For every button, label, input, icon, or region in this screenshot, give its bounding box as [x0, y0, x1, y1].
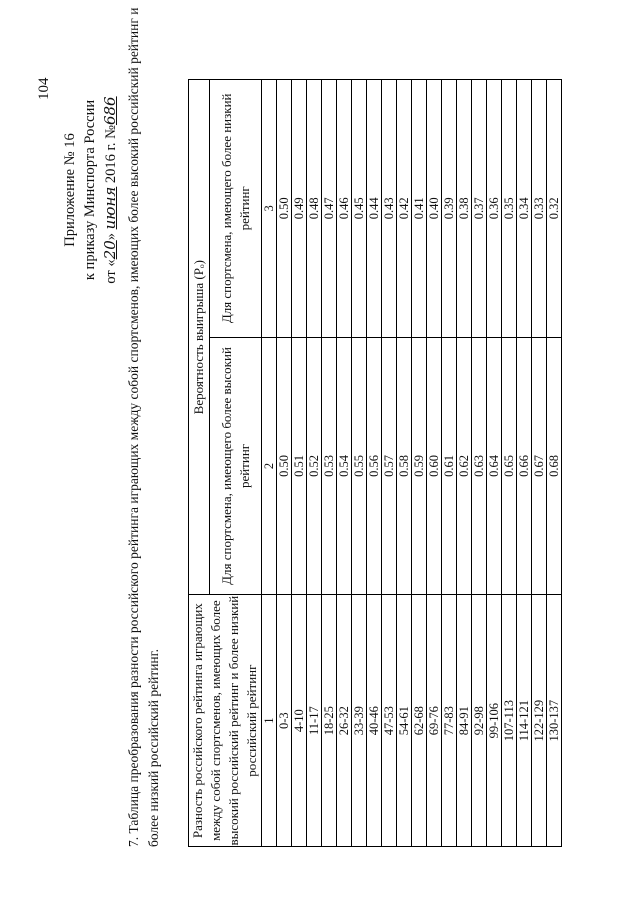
lower-rating-probability-cell: 0.45	[352, 80, 367, 338]
rating-difference-cell: 99-106	[487, 595, 502, 847]
annex-order-reference: к приказу Минспорта России	[82, 99, 98, 281]
annex-header	[60, 10, 121, 370]
rating-difference-cell: 77-83	[442, 595, 457, 847]
table-row	[547, 80, 562, 847]
lower-rating-probability-cell: 0.38	[457, 80, 472, 338]
higher-rating-probability-cell: 0.60	[427, 337, 442, 595]
lower-rating-probability-cell: 0.50	[277, 80, 292, 338]
higher-rating-probability-cell: 0.55	[352, 337, 367, 595]
rating-conversion-table	[188, 79, 562, 847]
lower-rating-probability-cell: 0.42	[397, 80, 412, 338]
header-lower-rating: Для спортсмена, имеющего более низкий рейтинг	[210, 80, 262, 338]
table-row	[457, 80, 472, 847]
annex-date-line	[100, 10, 121, 370]
date-year: 2016 г. №	[103, 125, 119, 184]
lower-rating-probability-cell: 0.35	[502, 80, 517, 338]
date-day-handwritten: 20	[101, 240, 119, 260]
rating-difference-cell: 69-76	[427, 595, 442, 847]
lower-rating-probability-cell: 0.46	[337, 80, 352, 338]
date-prefix: от «	[103, 259, 119, 284]
higher-rating-probability-cell: 0.57	[382, 337, 397, 595]
rating-difference-cell: 33-39	[352, 595, 367, 847]
lower-rating-probability-cell: 0.41	[412, 80, 427, 338]
table-row	[352, 80, 367, 847]
lower-rating-probability-cell: 0.43	[382, 80, 397, 338]
table-caption: 7. Таблица преобразования разности российского рейтинга играющих между собой спортсменов, имеющих более высокий российский рейтинг и более низкий российский рейтинг.	[126, 7, 161, 847]
table-row	[442, 80, 457, 847]
higher-rating-probability-cell: 0.52	[307, 337, 322, 595]
table-row	[412, 80, 427, 847]
higher-rating-probability-cell: 0.54	[337, 337, 352, 595]
rating-difference-cell: 122-129	[532, 595, 547, 847]
rating-difference-cell: 0-3	[277, 595, 292, 847]
rating-difference-cell: 62-68	[412, 595, 427, 847]
lower-rating-probability-cell: 0.37	[472, 80, 487, 338]
header-rating-difference: Разность российского рейтинга играющих между собой спортсменов, имеющих более высокий российский рейтинг и более низкий российский рейтинг	[189, 595, 262, 847]
rating-difference-cell: 26-32	[337, 595, 352, 847]
higher-rating-probability-cell: 0.65	[502, 337, 517, 595]
lower-rating-probability-cell: 0.34	[517, 80, 532, 338]
lower-rating-probability-cell: 0.40	[427, 80, 442, 338]
column-number-1: 1	[262, 595, 277, 847]
rating-difference-cell: 114-121	[517, 595, 532, 847]
header-win-probability: Вероятность выигрыша (Pₒ)	[189, 80, 210, 595]
table-row	[487, 80, 502, 847]
rating-difference-cell: 47-53	[382, 595, 397, 847]
higher-rating-probability-cell: 0.64	[487, 337, 502, 595]
page-number: 104	[36, 77, 52, 100]
higher-rating-probability-cell: 0.66	[517, 337, 532, 595]
higher-rating-probability-cell: 0.59	[412, 337, 427, 595]
higher-rating-probability-cell: 0.63	[472, 337, 487, 595]
rating-difference-cell: 130-137	[547, 595, 562, 847]
higher-rating-probability-cell: 0.56	[367, 337, 382, 595]
date-mid: »	[103, 233, 119, 241]
table-row	[382, 80, 397, 847]
annex-title: Приложение № 16	[62, 133, 78, 247]
lower-rating-probability-cell: 0.44	[367, 80, 382, 338]
rating-difference-cell: 4-10	[292, 595, 307, 847]
date-month-handwritten: июня	[101, 186, 119, 230]
column-number-2: 2	[262, 337, 277, 595]
order-number-handwritten: 686	[101, 96, 119, 126]
table-row	[532, 80, 547, 847]
table-row	[427, 80, 442, 847]
rating-difference-cell: 40-46	[367, 595, 382, 847]
higher-rating-probability-cell: 0.67	[532, 337, 547, 595]
lower-rating-probability-cell: 0.49	[292, 80, 307, 338]
table-body	[277, 80, 562, 847]
rating-difference-cell: 84-91	[457, 595, 472, 847]
higher-rating-probability-cell: 0.50	[277, 337, 292, 595]
table-row	[307, 80, 322, 847]
header-higher-rating: Для спортсмена, имеющего более высокий рейтинг	[210, 337, 262, 595]
table-row	[337, 80, 352, 847]
rating-difference-cell: 18-25	[322, 595, 337, 847]
table-row	[502, 80, 517, 847]
higher-rating-probability-cell: 0.53	[322, 337, 337, 595]
table-row	[277, 80, 292, 847]
table-row	[472, 80, 487, 847]
lower-rating-probability-cell: 0.33	[532, 80, 547, 338]
rating-difference-cell: 92-98	[472, 595, 487, 847]
rating-difference-cell: 54-61	[397, 595, 412, 847]
higher-rating-probability-cell: 0.51	[292, 337, 307, 595]
higher-rating-probability-cell: 0.61	[442, 337, 457, 595]
lower-rating-probability-cell: 0.32	[547, 80, 562, 338]
table-row	[292, 80, 307, 847]
column-number-3: 3	[262, 80, 277, 338]
higher-rating-probability-cell: 0.68	[547, 337, 562, 595]
rating-difference-cell: 107-113	[502, 595, 517, 847]
lower-rating-probability-cell: 0.39	[442, 80, 457, 338]
lower-rating-probability-cell: 0.36	[487, 80, 502, 338]
table-row	[517, 80, 532, 847]
higher-rating-probability-cell: 0.62	[457, 337, 472, 595]
table-row	[397, 80, 412, 847]
higher-rating-probability-cell: 0.58	[397, 337, 412, 595]
rating-difference-cell: 11-17	[307, 595, 322, 847]
table-row	[322, 80, 337, 847]
lower-rating-probability-cell: 0.47	[322, 80, 337, 338]
lower-rating-probability-cell: 0.48	[307, 80, 322, 338]
table-row	[367, 80, 382, 847]
